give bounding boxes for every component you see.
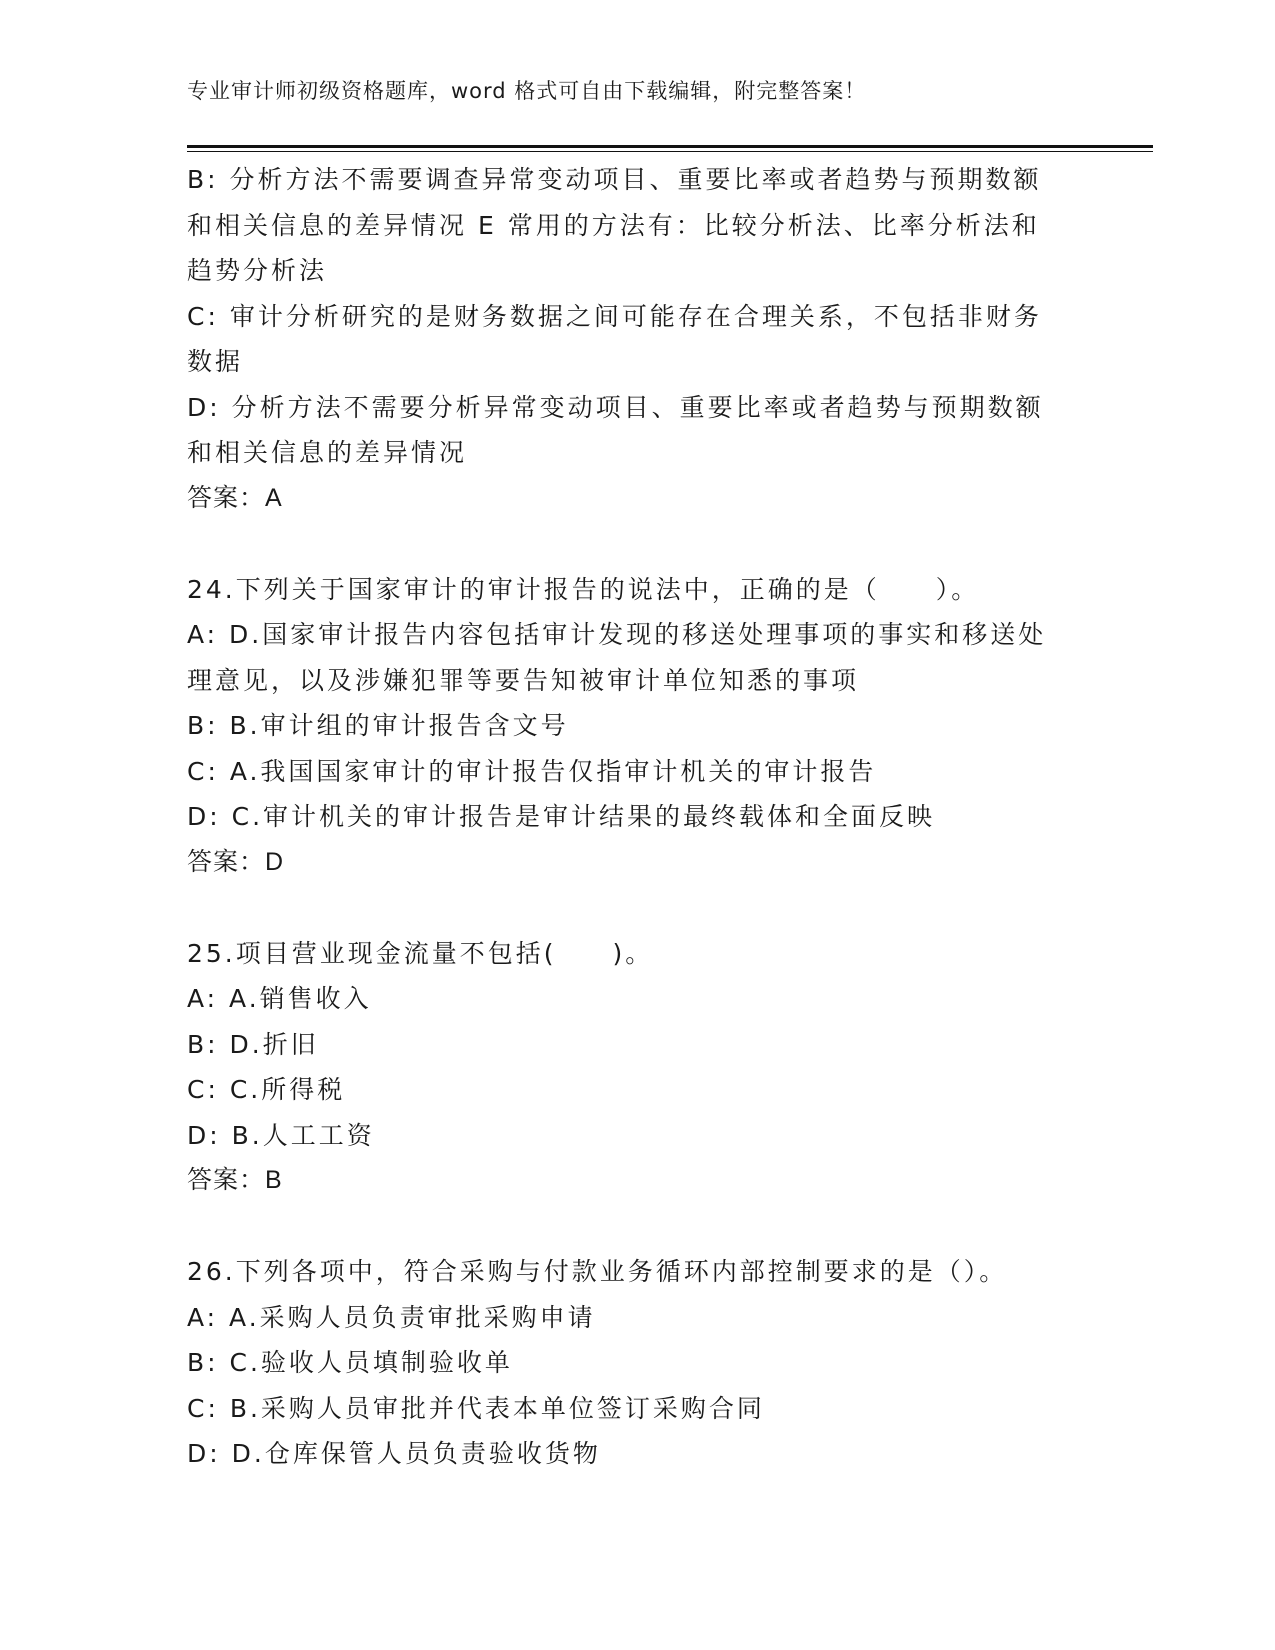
answer-line: 答案：D — [187, 847, 285, 876]
option-line: C: 审计分析研究的是财务数据之间可能存在合理关系，不包括非财务 — [187, 301, 1042, 331]
page-header: 专业审计师初级资格题库，word 格式可自由下载编辑，附完整答案！ — [187, 79, 867, 103]
option-line: C: C.所得税 — [187, 1075, 346, 1104]
option-line: 数据 — [187, 347, 244, 376]
option-line: A: A.采购人员负责审批采购申请 — [187, 1302, 596, 1332]
option-line: D: C.审计机关的审计报告是审计结果的最终载体和全面反映 — [187, 802, 936, 831]
option-line: 趋势分析法 — [187, 256, 328, 285]
option-line: B: 分析方法不需要调查异常变动项目、重要比率或者趋势与预期数额 — [187, 165, 1042, 194]
option-line: B: B.审计组的审计报告含文号 — [187, 711, 569, 740]
question-24 — [187, 567, 1087, 886]
option-line: 理意见，以及涉嫌犯罪等要告知被审计单位知悉的事项 — [187, 665, 860, 695]
option-line: C: B.采购人员审批并代表本单位签订采购合同 — [187, 1393, 765, 1423]
option-line: 和相关信息的差异情况 E 常用的方法有：比较分析法、比率分析法和 — [187, 210, 1040, 240]
spacer — [187, 1204, 1087, 1250]
spacer — [187, 885, 1087, 931]
question-stem: 25.项目营业现金流量不包括( )。 — [187, 938, 654, 968]
option-line: A: A.销售收入 — [187, 984, 372, 1013]
option-line: A: D.国家审计报告内容包括审计发现的移送处理事项的事实和移送处 — [187, 620, 1047, 649]
option-line: D: 分析方法不需要分析异常变动项目、重要比率或者趋势与预期数额 — [187, 392, 1044, 422]
document-body — [187, 157, 1087, 1477]
option-line: C: A.我国国家审计的审计报告仅指审计机关的审计报告 — [187, 756, 877, 786]
question-23-options — [187, 157, 1087, 521]
spacer — [187, 521, 1087, 567]
question-25 — [187, 931, 1087, 1204]
question-stem: 26.下列各项中，符合采购与付款业务循环内部控制要求的是（）。 — [187, 1257, 1008, 1286]
answer-line: 答案：B — [187, 1166, 283, 1194]
option-line: 和相关信息的差异情况 — [187, 438, 468, 467]
option-line: B: D.折旧 — [187, 1029, 319, 1059]
question-26 — [187, 1249, 1087, 1477]
header-divider — [187, 145, 1153, 152]
question-stem: 24.下列关于国家审计的审计报告的说法中，正确的是（ ）。 — [187, 574, 980, 604]
option-line: B: C.验收人员填制验收单 — [187, 1348, 513, 1377]
option-line: D: B.人工工资 — [187, 1120, 375, 1150]
option-line: D: D.仓库保管人员负责验收货物 — [187, 1439, 601, 1468]
answer-line: 答案：A — [187, 483, 283, 512]
